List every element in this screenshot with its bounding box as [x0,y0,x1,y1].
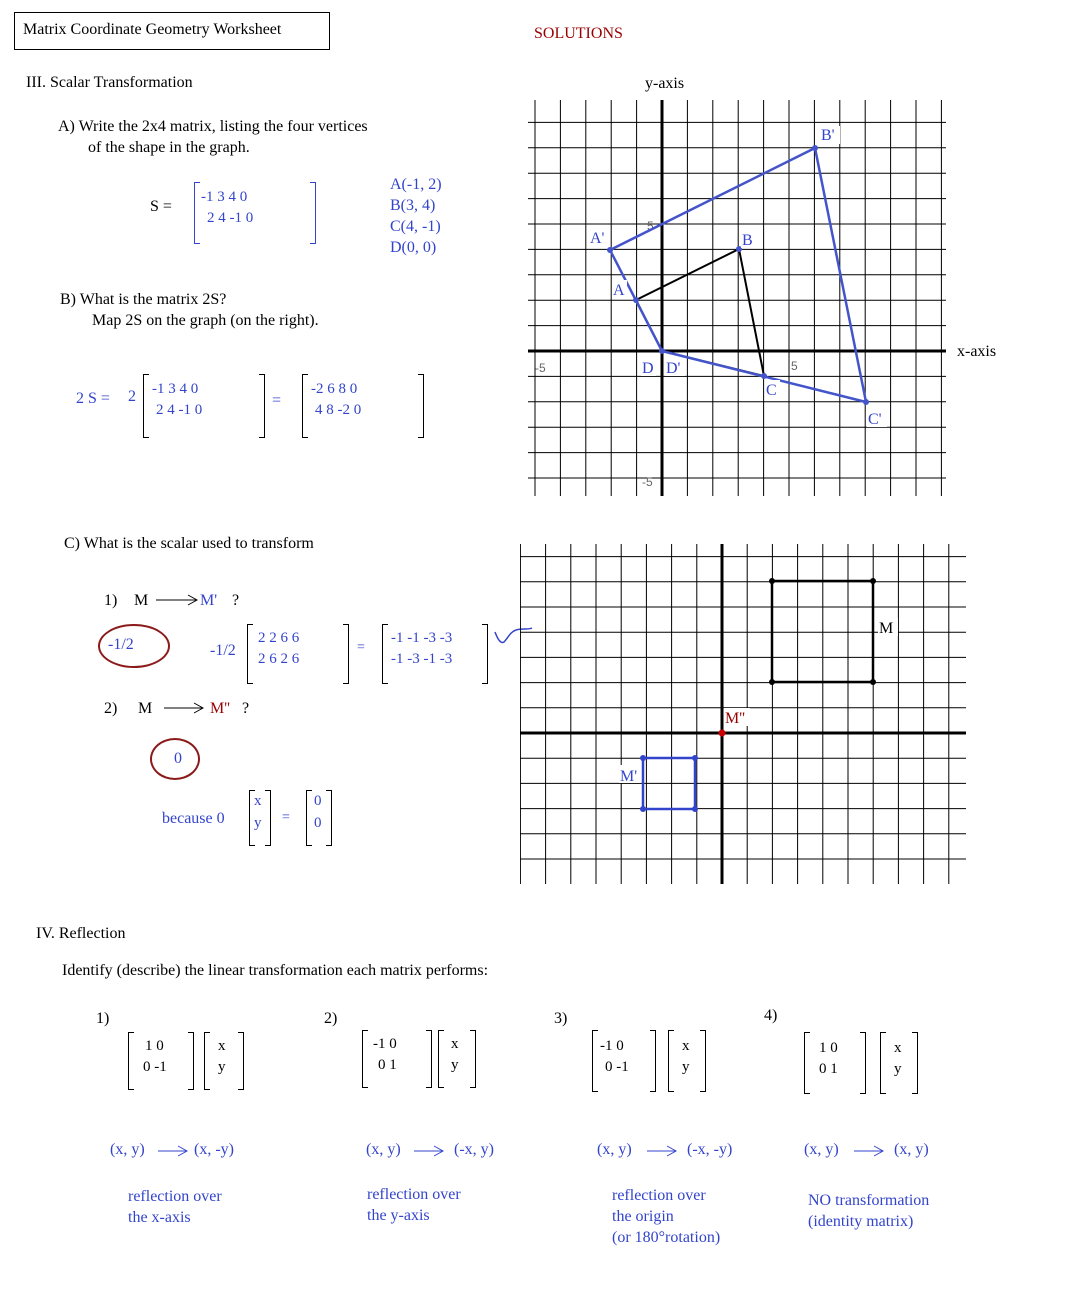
point-a-prime [607,247,613,253]
item1-map-to: (x, -y) [194,1141,234,1158]
point-b-prime [812,145,818,151]
item1-arrow-icon [156,1143,190,1159]
item3-y: y [682,1059,690,1075]
item4-row-1: 1 0 [819,1040,838,1056]
label-m-prime: M' [620,768,638,785]
item1-matrix [128,1032,194,1090]
item4-desc-2: (identity matrix) [808,1213,914,1230]
2s-left-row-1: -1 3 4 0 [152,381,199,397]
item2-row-2: 0 1 [378,1057,397,1073]
item2-row-1: -1 0 [373,1036,397,1052]
item2-map-from: (x, y) [366,1141,401,1158]
item3-map-from: (x, y) [597,1141,632,1158]
vertex-a: A(-1, 2) [390,176,442,193]
item3-map-to: (-x, -y) [687,1141,733,1158]
answer2: 0 [174,750,182,767]
partB-line2: Map 2S on the graph (on the right). [92,312,319,329]
s-matrix [194,182,316,244]
partA-line2: of the shape in the graph. [88,139,250,156]
graph1-tick-neg5y: -5 [642,475,653,489]
answer1: -1/2 [108,636,134,653]
q1-to: M' [200,592,218,609]
item2-matrix [362,1030,432,1088]
item3-x: x [682,1038,690,1054]
section4-heading: IV. Reflection [36,925,126,942]
vertex-b: B(3, 4) [390,197,436,214]
item1-row-2: 0 -1 [143,1059,167,1075]
item3-row-2: 0 -1 [605,1059,629,1075]
zero-vector [306,790,332,846]
item1-desc-2: the x-axis [128,1209,191,1226]
point-d [659,348,665,354]
item3-vector [668,1030,706,1092]
shape-abcd [636,249,764,376]
label-d-prime: D' [666,360,681,377]
2s-result-row-2: 4 8 -2 0 [315,402,362,418]
m-prime-row-1: -1 -1 -3 -3 [391,630,453,646]
point-c-prime [863,399,869,405]
item2-num: 2) [324,1010,338,1027]
point-m-double [719,730,726,737]
graph1-gridlines [528,100,946,496]
item3-arrow-icon [645,1143,679,1159]
q1-arrow-icon [154,592,200,608]
graph1-tick-5x: 5 [791,359,798,373]
m-prime-matrix [382,624,488,684]
label-c-prime: C' [868,411,882,428]
item1-vector [204,1032,244,1090]
m-equals: = [357,640,365,655]
label-a-prime: A' [590,230,605,247]
partA-line1: A) Write the 2x4 matrix, listing the four vertices [58,118,368,135]
item4-desc-1: NO transformation [808,1192,930,1209]
zero-1: 0 [314,793,322,809]
item2-y: y [451,1057,459,1073]
point-a [633,297,639,303]
m-row-2: 2 6 2 6 [258,651,300,667]
q1-from: M [134,592,149,609]
item2-vector [438,1030,476,1088]
partC-question: C) What is the scalar used to transform [64,535,314,552]
q2-to: M'' [210,700,230,717]
item3-desc-1: reflection over [612,1187,706,1204]
scalar1: -1/2 [210,642,236,659]
item3-num: 3) [554,1010,568,1027]
item2-desc-1: reflection over [367,1186,461,1203]
s-row-1: -1 3 4 0 [201,189,248,205]
item1-x: x [218,1038,226,1054]
item2-map-to: (-x, y) [454,1141,494,1158]
2s-scalar: 2 [128,388,136,405]
graph1-tick-neg5x: -5 [535,361,546,375]
graph1-tick-5y: 5 [647,219,654,233]
item4-x: x [894,1040,902,1056]
label-d: D [642,360,654,377]
item4-map-from: (x, y) [804,1141,839,1158]
item4-row-2: 0 1 [819,1061,838,1077]
2s-left-matrix [143,374,265,438]
xy-vector [249,790,271,846]
item4-arrow-icon [852,1143,886,1159]
vertex-d: D(0, 0) [390,239,437,256]
section4-prompt: Identify (describe) the linear transformation each matrix performs: [62,962,489,979]
item2-arrow-icon [412,1143,446,1159]
graph1-x-axis-label: x-axis [957,343,997,360]
vertex-c: C(4, -1) [390,218,441,235]
solutions-label: SOLUTIONS [534,25,623,42]
because-equals: = [282,810,290,825]
item3-desc-2: the origin [612,1208,674,1225]
item2-x: x [451,1036,459,1052]
label-a: A [613,282,625,299]
item1-map-from: (x, y) [110,1141,145,1158]
graph2-coordinate-grid [520,544,968,886]
q1-num: 1) [104,592,118,609]
label-m: M [879,620,894,637]
section3-heading: III. Scalar Transformation [26,74,193,91]
item1-row-1: 1 0 [145,1038,164,1054]
xy-x: x [254,793,262,809]
item1-num: 1) [96,1010,110,1027]
2s-label: 2 S = [76,390,110,407]
m-matrix [247,624,349,684]
graph1-coordinate-grid [528,100,948,500]
q2-arrow-icon [162,700,206,716]
m-prime-row-2: -1 -3 -1 -3 [391,651,453,667]
item4-map-to: (x, y) [894,1141,929,1158]
graph1-y-axis-label: y-axis [645,75,685,92]
2s-left-row-2: 2 4 -1 0 [156,402,203,418]
label-c: C [766,382,777,399]
because-label: because 0 [162,810,225,827]
label-b-prime: B' [821,127,835,144]
worksheet-title: Matrix Coordinate Geometry Worksheet [14,12,330,50]
xy-y: y [254,815,262,831]
zero-2: 0 [314,815,322,831]
partB-line1: B) What is the matrix 2S? [60,291,227,308]
item3-row-1: -1 0 [600,1038,624,1054]
item3-desc-3: (or 180°rotation) [612,1229,721,1246]
q2-mark: ? [242,700,250,717]
item1-y: y [218,1059,226,1075]
2s-equals: = [272,392,282,409]
s-label: S = [150,198,172,215]
item3-matrix [592,1030,656,1092]
item4-matrix [804,1032,866,1094]
label-b: B [742,232,753,249]
q2-num: 2) [104,700,118,717]
2s-result-matrix [302,374,424,438]
2s-result-row-1: -2 6 8 0 [311,381,358,397]
point-c [761,373,767,379]
s-row-2: 2 4 -1 0 [207,210,254,226]
q2-from: M [138,700,153,717]
item4-y: y [894,1061,902,1077]
item1-desc-1: reflection over [128,1188,222,1205]
item2-desc-2: the y-axis [367,1207,430,1224]
q1-mark: ? [232,592,240,609]
label-m-double-prime: M'' [725,710,745,727]
item4-num: 4) [764,1007,778,1024]
m-row-1: 2 2 6 6 [258,630,300,646]
item4-vector [880,1032,918,1094]
